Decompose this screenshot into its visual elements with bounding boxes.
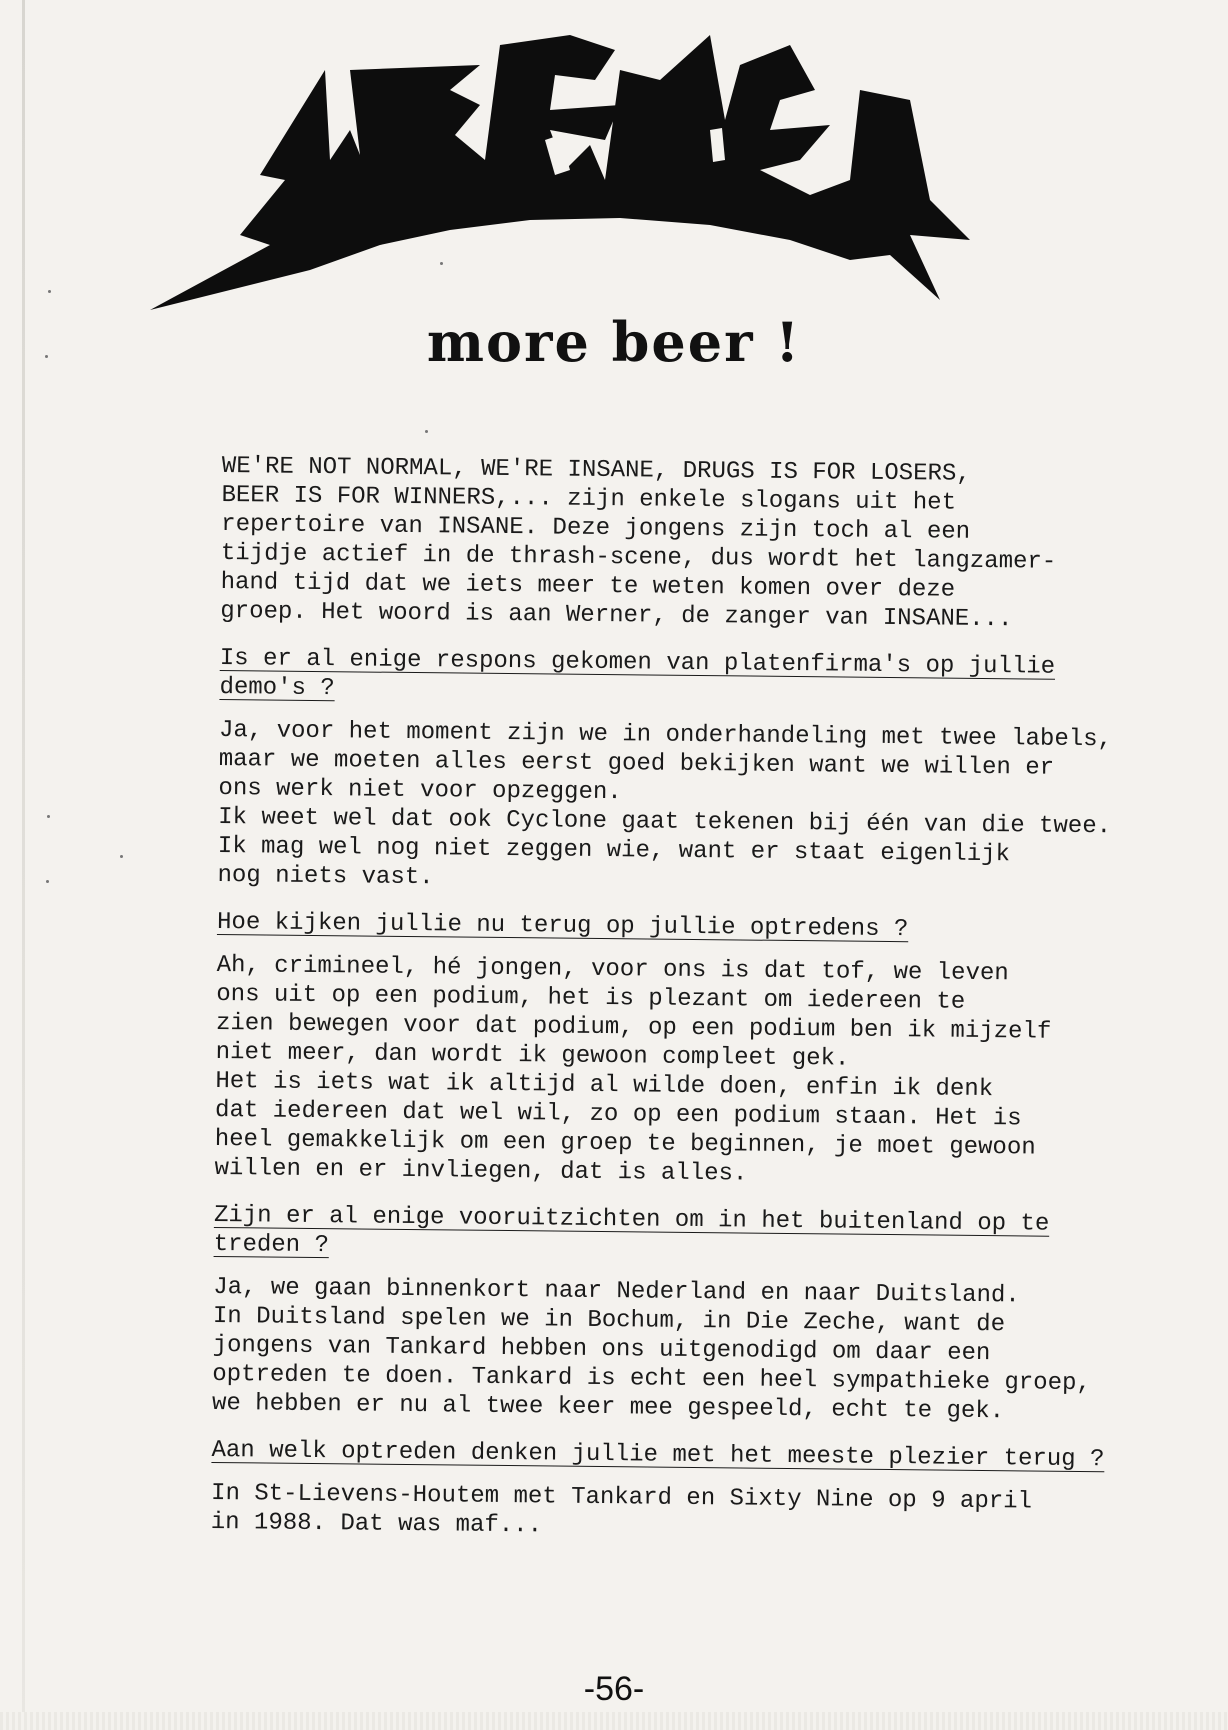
scan-speck xyxy=(440,262,443,265)
scan-speck xyxy=(46,880,49,883)
intro-paragraph xyxy=(220,452,1182,636)
answer-3 xyxy=(212,1273,1173,1428)
answer-line: zien bewegen voor dat podium, op een podium ben ik mijzelf xyxy=(215,1009,1052,1046)
scan-speck xyxy=(45,355,48,358)
page-edge xyxy=(22,0,25,1730)
question-line: Hoe kijken jullie nu terug op jullie optredens ? xyxy=(216,908,909,944)
answer-line: Ja, voor het moment zijn we in onderhandeling met twee labels, xyxy=(218,716,1113,754)
scan-speck xyxy=(48,290,51,293)
intro-line: WE'RE NOT NORMAL, WE'RE INSANE, DRUGS IS FOR LOSERS, xyxy=(221,452,971,488)
question-line: Is er al enige respons gekomen van platenfirma's op jullie xyxy=(219,644,1056,681)
question-1 xyxy=(219,644,1180,712)
intro-line: groep. Het woord is aan Werner, de zanger van INSANE... xyxy=(220,597,1013,634)
answer-line: Het is iets wat ik altijd al wilde doen, enfin ik denk xyxy=(215,1067,994,1104)
answer-line: In St-Lievens-Houtem met Tankard en Sixty Nine op 9 april xyxy=(210,1479,1033,1516)
answer-4 xyxy=(211,1479,1172,1547)
scan-speck xyxy=(120,855,123,858)
answer-line: in 1988. Dat was maf... xyxy=(210,1508,543,1540)
answer-line: ons uit op een podium, het is plezant om iedereen te xyxy=(216,980,966,1016)
question-2 xyxy=(217,908,1177,947)
answer-line: heel gemakkelijk om een groep te beginnen, je moet gewoon xyxy=(214,1125,1036,1162)
answer-line: optreden te doen. Tankard is echt een heel sympathieke groep, xyxy=(212,1360,1091,1398)
answer-line: we hebben er nu al twee keer mee gespeeld, echt te gek. xyxy=(211,1389,1005,1426)
scan-speck xyxy=(425,430,428,433)
intro-line: repertoire van INSANE. Deze jongens zijn toch al een xyxy=(221,510,971,546)
answer-line: Ja, we gaan binnenkort naar Nederland en naar Duitsland. xyxy=(213,1273,1020,1310)
intro-line: tijdje actief in de thrash-scene, dus wordt het langzamer- xyxy=(220,539,1057,576)
question-line: Zijn er al enige vooruitzichten om in het buitenland op te xyxy=(213,1201,1050,1238)
interview-body xyxy=(211,452,1182,1547)
answer-line: Ik mag wel nog niet zeggen wie, want er staat eigenlijk xyxy=(217,832,1011,869)
answer-line: niet meer, dan wordt ik gewoon compleet gek. xyxy=(215,1038,850,1073)
page-number: -56- xyxy=(583,1670,645,1708)
logo-tagline: more beer ! xyxy=(426,310,802,374)
question-line: Aan welk optreden denken jullie met het meeste plezier terug ? xyxy=(211,1436,1105,1474)
answer-line: ons werk niet voor opzeggen. xyxy=(218,774,622,807)
answer-line: willen en er invliegen, dat is alles. xyxy=(214,1154,748,1188)
answer-line: maar we moeten alles eerst goed bekijken want we willen er xyxy=(218,745,1055,782)
intro-line: BEER IS FOR WINNERS,... zijn enkele slogans uit het xyxy=(221,481,957,517)
question-line: demo's ? xyxy=(219,673,335,703)
answer-line: dat iedereen dat wel wil, zo op een podium staan. Het is xyxy=(214,1096,1022,1133)
intro-line: hand tijd dat we iets meer te weten komen over deze xyxy=(220,568,956,604)
question-line: treden ? xyxy=(213,1230,330,1260)
answer-line: In Duitsland spelen we in Bochum, in Die Zeche, want de xyxy=(212,1302,1006,1339)
scan-speck xyxy=(47,815,50,818)
answer-line: nog niets vast. xyxy=(217,861,434,892)
answer-2 xyxy=(214,951,1176,1193)
answer-line: Ik weet wel dat ook Cyclone gaat tekenen bij één van die twee. xyxy=(218,803,1112,841)
answer-line: jongens van Tankard hebben ons uitgenodigd om daar een xyxy=(212,1331,991,1368)
answer-line: Ah, crimineel, hé jongen, voor ons is dat tof, we leven xyxy=(216,951,1009,988)
scan-bottom-edge xyxy=(0,1712,1228,1730)
question-4 xyxy=(211,1436,1171,1475)
answer-1 xyxy=(217,716,1179,900)
question-3 xyxy=(214,1201,1175,1269)
